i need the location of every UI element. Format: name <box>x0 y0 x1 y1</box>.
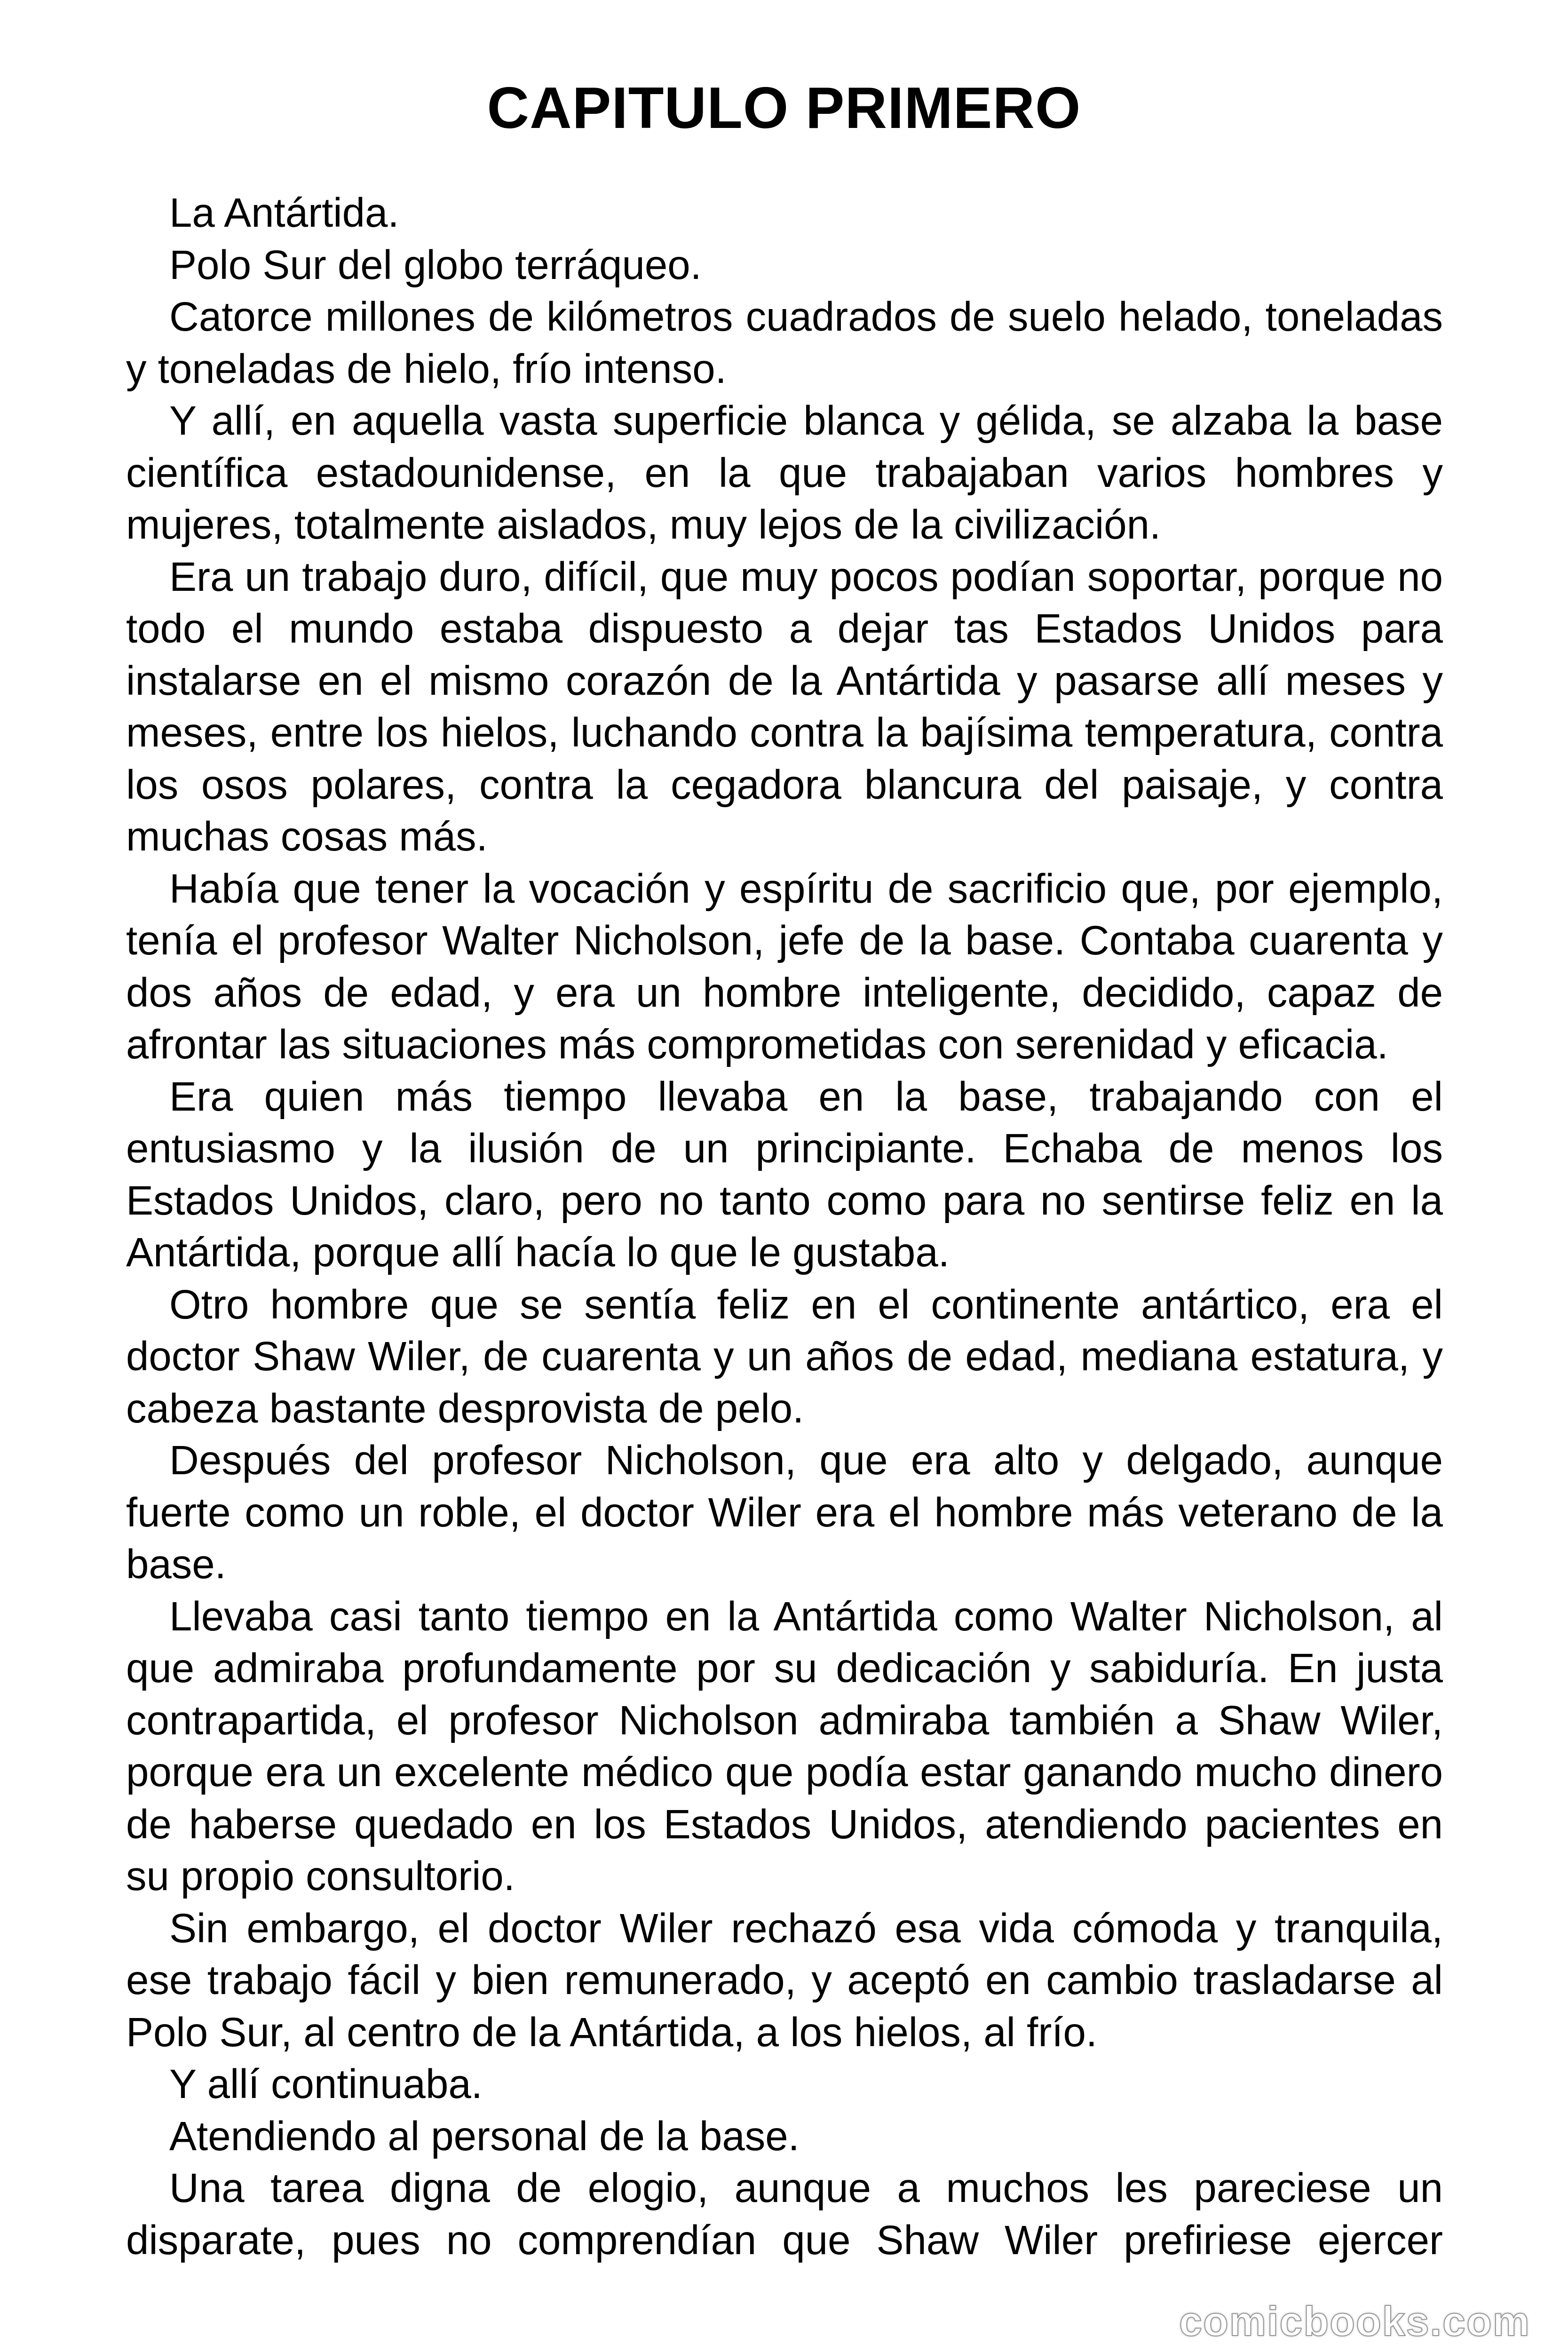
chapter-body <box>126 187 1443 2266</box>
paragraph: Era un trabajo duro, difícil, que muy pocos podían soportar, porque no todo el mundo estaba dispuesto a dejar tas Estados Unidos para instalarse en el mismo corazón de la Antártida y pasarse allí meses y meses, entre los hielos, luchando contra la bajísima temperatura, contra los osos polares, contra la cegadora blancura del paisaje, y contra muchas cosas más. <box>126 554 1443 859</box>
watermark-logo: comicbooks.com <box>1179 2298 1530 2344</box>
paragraph: Había que tener la vocación y espíritu de sacrificio que, por ejemplo, tenía el profesor Walter Nicholson, jefe de la base. Contaba cuarenta y dos años de edad, y era un hombre inteligente, decidido, capaz de afrontar las situaciones más comprometidas con serenidad y eficacia. <box>126 866 1443 1067</box>
paragraph: Sin embargo, el doctor Wiler rechazó esa vida cómoda y tranquila, ese trabajo fácil y bien remunerado, y aceptó en cambio trasladarse al Polo Sur, al centro de la Antártida, a los hielos, al frío. <box>126 1905 1443 2055</box>
paragraph: Catorce millones de kilómetros cuadrados de suelo helado, toneladas y toneladas de hielo, frío intenso. <box>126 294 1443 392</box>
paragraph: Y allí continuaba. <box>169 2061 483 2107</box>
chapter-title: CAPITULO PRIMERO <box>487 76 1081 141</box>
paragraph: Polo Sur del globo terráqueo. <box>169 242 702 288</box>
paragraph: Después del profesor Nicholson, que era alto y delgado, aunque fuerte como un roble, el doctor Wiler era el hombre más veterano de la base. <box>126 1438 1443 1587</box>
paragraph: Era quien más tiempo llevaba en la base, trabajando con el entusiasmo y la ilusión de un principiante. Echaba de menos los Estados Unidos, claro, pero no tanto como para no sentirse feliz en la Antártida, porque allí hacía lo que le gustaba. <box>126 1073 1443 1275</box>
paragraph: Atendiendo al personal de la base. <box>169 2113 800 2159</box>
paragraph: Otro hombre que se sentía feliz en el continente antártico, era el doctor Shaw Wiler, de cuarenta y un años de edad, mediana estatura, y cabeza bastante desprovista de pelo. <box>126 1281 1443 1431</box>
paragraph: La Antártida. <box>169 190 399 236</box>
paragraph-continued: Una tarea digna de elogio, aunque a muchos les pareciese un disparate, pues no comprendían que Shaw Wiler prefiriese ejercer <box>126 2165 1443 2263</box>
paragraph: Llevaba casi tanto tiempo en la Antártida como Walter Nicholson, al que admiraba profundamente por su dedicación y sabiduría. En justa contrapartida, el profesor Nicholson admiraba también a Shaw Wiler, porque era un excelente médico que podía estar ganando mucho dinero de haberse quedado en los Estados Unidos, atendiendo pacientes en su propio consultorio. <box>126 1593 1443 1899</box>
paragraph: Y allí, en aquella vasta superficie blanca y gélida, se alzaba la base científica estadounidense, en la que trabajaban varios hombres y mujeres, totalmente aislados, muy lejos de la civilización. <box>126 398 1443 548</box>
